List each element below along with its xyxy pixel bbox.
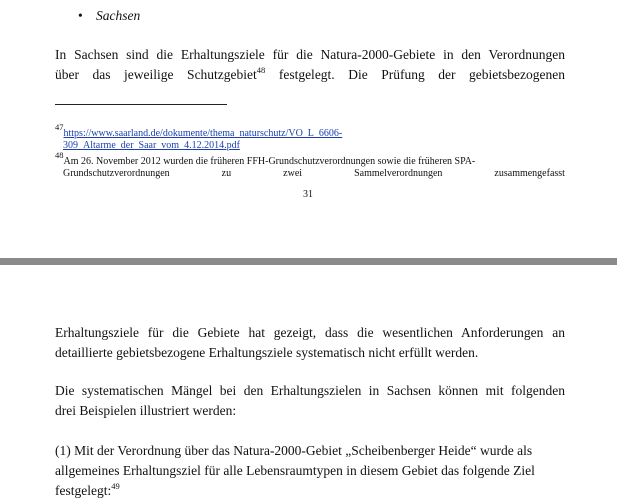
bullet-marker: • [78, 8, 83, 23]
footnote-48 [55, 150, 565, 180]
footnote-word: Grundschutzverordnungen [63, 168, 170, 179]
footnote-word: zusammengefasst [494, 168, 565, 179]
footnote-number: 48 [55, 150, 64, 160]
text-line: (1) Mit der Verordnung über das Natura-2000-Gebiet „Scheibenberger Heide“ wurde als [55, 443, 533, 458]
text-line: detaillierte gebietsbezogene Erhaltungsziele systematisch nicht erfüllt werden. [55, 345, 479, 360]
footnote-link[interactable]: https://www.saarland.de/dokumente/thema_naturschutz/VO_L_6606- [63, 128, 343, 139]
footnote-text: Am 26. November 2012 wurden die früheren FFH-Grundschutzverordnungen sowie die früheren SPA- [63, 156, 476, 167]
text-line: Erhaltungsziele für die Gebiete hat gezeigt, dass die wesentlichen Anforderungen an [55, 325, 565, 340]
footnote-link-continued[interactable]: 309_Altarme_der_Saar_vom_4.12.2014.pdf [63, 140, 240, 151]
text-line: In Sachsen sind die Erhaltungsziele für die Natura-2000-Gebiete in den Verordnungen [55, 47, 565, 62]
footnote-text-line2 [55, 168, 565, 180]
document-page-32 [0, 265, 617, 500]
text-line: Die systematischen Mängel bei den Erhaltungszielen in Sachsen können mit folgenden [55, 383, 565, 398]
bullet-text: Sachsen [96, 8, 141, 23]
footnote-ref-49[interactable]: 49 [111, 481, 120, 491]
bullet-item-sachsen [78, 6, 140, 26]
footnote-ref-48[interactable]: 48 [256, 65, 266, 75]
footnote-word: zwei [283, 168, 303, 179]
footnote-number: 47 [55, 122, 64, 132]
text-line: allgemeines Erhaltungsziel für alle Lebensraumtypen in diesem Gebiet das folgende Ziel [55, 463, 535, 478]
footnote-word: zu [221, 168, 232, 179]
footnote-word: Sammelverordnungen [354, 168, 443, 179]
paragraph-erhaltungsziele [55, 323, 565, 363]
footnote-47 [55, 122, 565, 152]
page-number: 31 [303, 189, 313, 200]
text-line: drei Beispielen illustriert werden: [55, 403, 237, 418]
page-break-divider [0, 258, 617, 265]
footnote-separator [55, 104, 227, 105]
paragraph-sachsen-intro [55, 45, 565, 85]
paragraph-maengel [55, 381, 565, 421]
text-line: festgelegt:$^{49}$ [55, 481, 120, 498]
text-line: über das jeweilige Schutzgebiet$^{48}$ festgelegt. Die Prüfung der gebietsbezogenen [55, 65, 565, 82]
paragraph-beispiel-1 [55, 441, 565, 501]
